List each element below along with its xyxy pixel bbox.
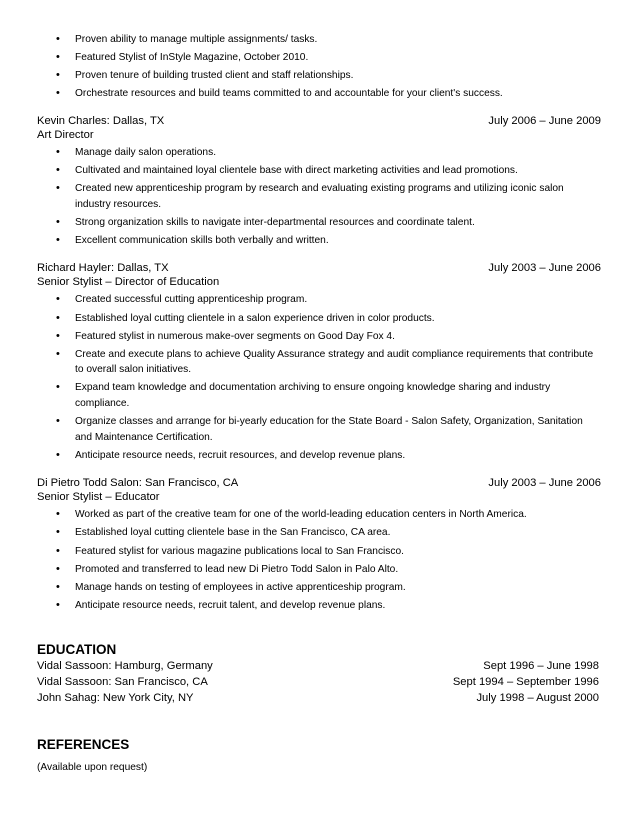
- references-heading: REFERENCES: [37, 737, 130, 753]
- job-employer: Kevin Charles: Dallas, TX: [37, 114, 165, 127]
- bullet-item: • Strong organization skills to navigate inter-departmental resources and coordinate talent.: [37, 215, 601, 231]
- bullet-item: • Established loyal cutting clientele base in the San Francisco, CA area.: [37, 525, 601, 541]
- job-dates: July 2003 – June 2006: [488, 262, 601, 275]
- job-entry: [37, 261, 601, 463]
- education-dates: Sept 1996 – June 1998: [483, 660, 599, 673]
- education-row: [37, 674, 601, 690]
- bullet-item: • Anticipate resource needs, recruit resources, and develop revenue plans.: [37, 448, 601, 464]
- education-school: Vidal Sassoon: Hamburg, Germany: [37, 660, 213, 673]
- job-entry: [37, 114, 601, 249]
- education-row: [37, 658, 601, 674]
- bullet-item: • Manage daily salon operations.: [37, 145, 601, 161]
- job-header: [37, 261, 601, 275]
- summary-bullet-list: [37, 32, 601, 102]
- bullet-item: • Manage hands on testing of employees in active apprenticeship program.: [37, 580, 601, 596]
- job-employer: Di Pietro Todd Salon: San Francisco, CA: [37, 477, 239, 490]
- bullet-item: • Created new apprenticeship program by research and evaluating existing programs and utilizing iconic salon industry resources.: [37, 181, 601, 212]
- job-bullet-list: [37, 145, 601, 249]
- bullet-item: • Excellent communication skills both verbally and written.: [37, 233, 601, 249]
- bullet-item: • Promoted and transferred to lead new Di Pietro Todd Salon in Palo Alto.: [37, 562, 601, 578]
- job-title: Senior Stylist – Director of Education: [37, 276, 220, 289]
- bullet-item: • Featured stylist for various magazine publications local to San Francisco.: [37, 544, 601, 560]
- education-dates: Sept 1994 – September 1996: [452, 676, 599, 689]
- job-header: [37, 114, 601, 128]
- bullet-item: • Cultivated and maintained loyal clientele base with direct marketing activities and lead promotions.: [37, 163, 601, 179]
- job-dates: July 2003 – June 2006: [488, 477, 601, 490]
- bullet-item: • Featured stylist in numerous make-over segments on Good Day Fox 4.: [37, 329, 601, 345]
- education-school: Vidal Sassoon: San Francisco, CA: [37, 676, 208, 689]
- bullet-item: • Orchestrate resources and build teams committed to and accountable for your client's success.: [37, 86, 601, 102]
- education-row: [37, 690, 601, 706]
- education-dates: July 1998 – August 2000: [476, 692, 599, 705]
- bullet-item: • Proven ability to manage multiple assignments/ tasks.: [37, 32, 601, 48]
- education-school: John Sahag: New York City, NY: [37, 692, 194, 705]
- job-entry: [37, 476, 601, 613]
- references-note: (Available upon request): [37, 762, 148, 774]
- bullet-item: • Organize classes and arrange for bi-yearly education for the State Board - Salon Safety, Organization, Sanitation and Maintenance Certification.: [37, 414, 601, 445]
- education-list: [37, 658, 601, 706]
- job-title: Senior Stylist – Educator: [37, 491, 160, 504]
- bullet-item: • Proven tenure of building trusted client and staff relationships.: [37, 68, 601, 84]
- bullet-item: • Create and execute plans to achieve Quality Assurance strategy and audit compliance requirements that contribute to overall salon initiatives.: [37, 347, 601, 378]
- bullet-item: • Anticipate resource needs, recruit talent, and develop revenue plans.: [37, 598, 601, 614]
- bullet-item: • Expand team knowledge and documentation archiving to ensure ongoing knowledge sharing and industry compliance.: [37, 380, 601, 411]
- job-header: [37, 476, 601, 490]
- job-title: Art Director: [37, 128, 94, 141]
- education-heading: EDUCATION: [37, 642, 117, 658]
- bullet-item: • Created successful cutting apprenticeship program.: [37, 292, 601, 308]
- job-bullet-list: [37, 292, 601, 463]
- resume-page: [37, 30, 601, 775]
- job-bullet-list: [37, 507, 601, 613]
- job-employer: Richard Hayler: Dallas, TX: [37, 262, 169, 275]
- bullet-item: • Featured Stylist of InStyle Magazine, October 2010.: [37, 50, 601, 66]
- bullet-item: • Established loyal cutting clientele in a salon experience driven in color products.: [37, 311, 601, 327]
- job-dates: July 2006 – June 2009: [488, 114, 601, 127]
- bullet-item: • Worked as part of the creative team for one of the world-leading education centers in North America.: [37, 507, 601, 523]
